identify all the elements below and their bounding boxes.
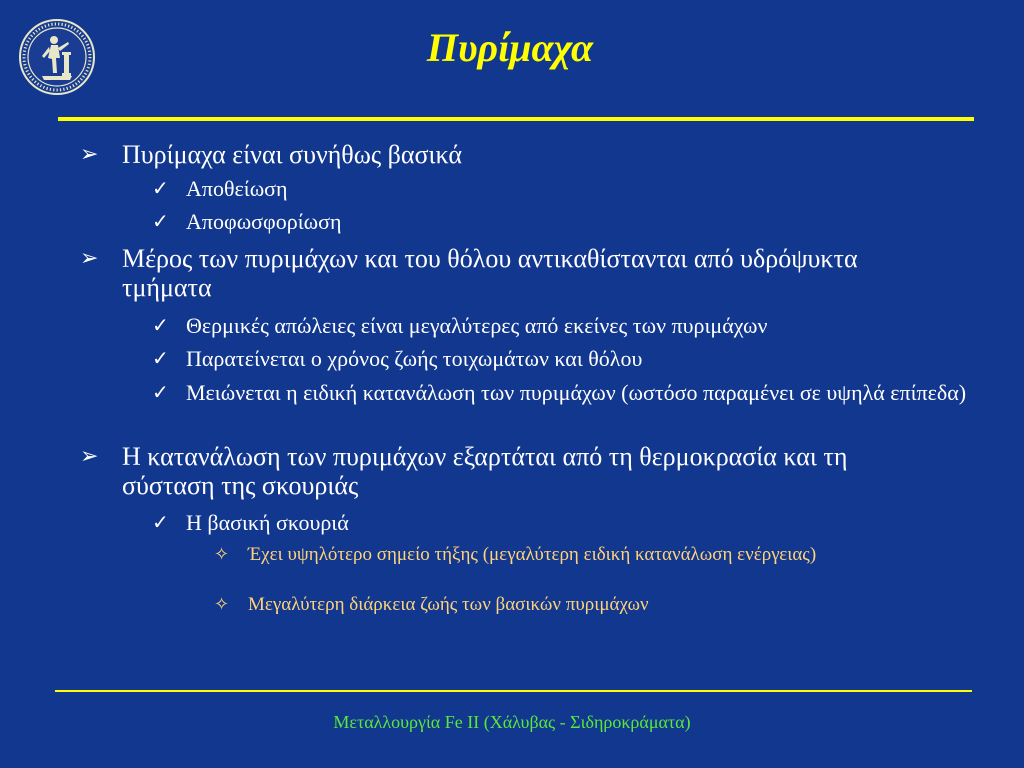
checkmark-icon: ✓ <box>152 313 169 337</box>
bullet-level2: Θερμικές απώλειες είναι μεγαλύτερες από εκείνες των πυριμάχων <box>186 313 768 338</box>
checkmark-icon: ✓ <box>152 510 169 534</box>
arrowhead-icon: ➢ <box>80 444 99 469</box>
checkmark-icon: ✓ <box>152 209 169 233</box>
slide-footer: Μεταλλουργία Fe II (Χάλυβας - Σιδηροκράματα) <box>333 712 691 732</box>
bullet-level2: Αποφωσφορίωση <box>186 209 342 234</box>
bullet-level2: Αποθείωση <box>186 176 288 201</box>
bullet-level2: Παρατείνεται ο χρόνος ζωής τοιχωμάτων και θόλου <box>186 346 643 371</box>
bullet-level2: Η βασική σκουριά <box>186 510 349 535</box>
bullet-level1: Η κατανάλωση των πυριμάχων εξαρτάται από τη θερμοκρασία και τη σύσταση της σκουριάς <box>122 442 848 500</box>
bullet-level3: Μεγαλύτερη διάρκεια ζωής των βασικών πυριμάχων <box>248 594 649 615</box>
arrowhead-icon: ➢ <box>80 142 99 167</box>
four-point-star-icon: ✧ <box>214 544 230 565</box>
bullet-level2: Μειώνεται η ειδική κατανάλωση των πυριμάχων (ωστόσο παραμένει σε υψηλά επίπεδα) <box>186 380 967 405</box>
checkmark-icon: ✓ <box>152 380 169 404</box>
bullet-level1: Μέρος των πυριμάχων και του θόλου αντικαθίστανται από υδρόψυκτα τμήματα <box>122 244 858 302</box>
four-point-star-icon: ✧ <box>214 594 230 615</box>
checkmark-icon: ✓ <box>152 176 169 200</box>
checkmark-icon: ✓ <box>152 346 169 370</box>
slide-title: Πυρίμαχα <box>426 25 594 70</box>
arrowhead-icon: ➢ <box>80 246 99 271</box>
footer-divider <box>55 690 972 692</box>
bullet-level3: Έχει υψηλότερο σημείο τήξης (μεγαλύτερη ειδική κατανάλωση ενέργειας) <box>248 544 817 565</box>
bullet-level1: Πυρίμαχα είναι συνήθως βασικά <box>122 140 463 169</box>
